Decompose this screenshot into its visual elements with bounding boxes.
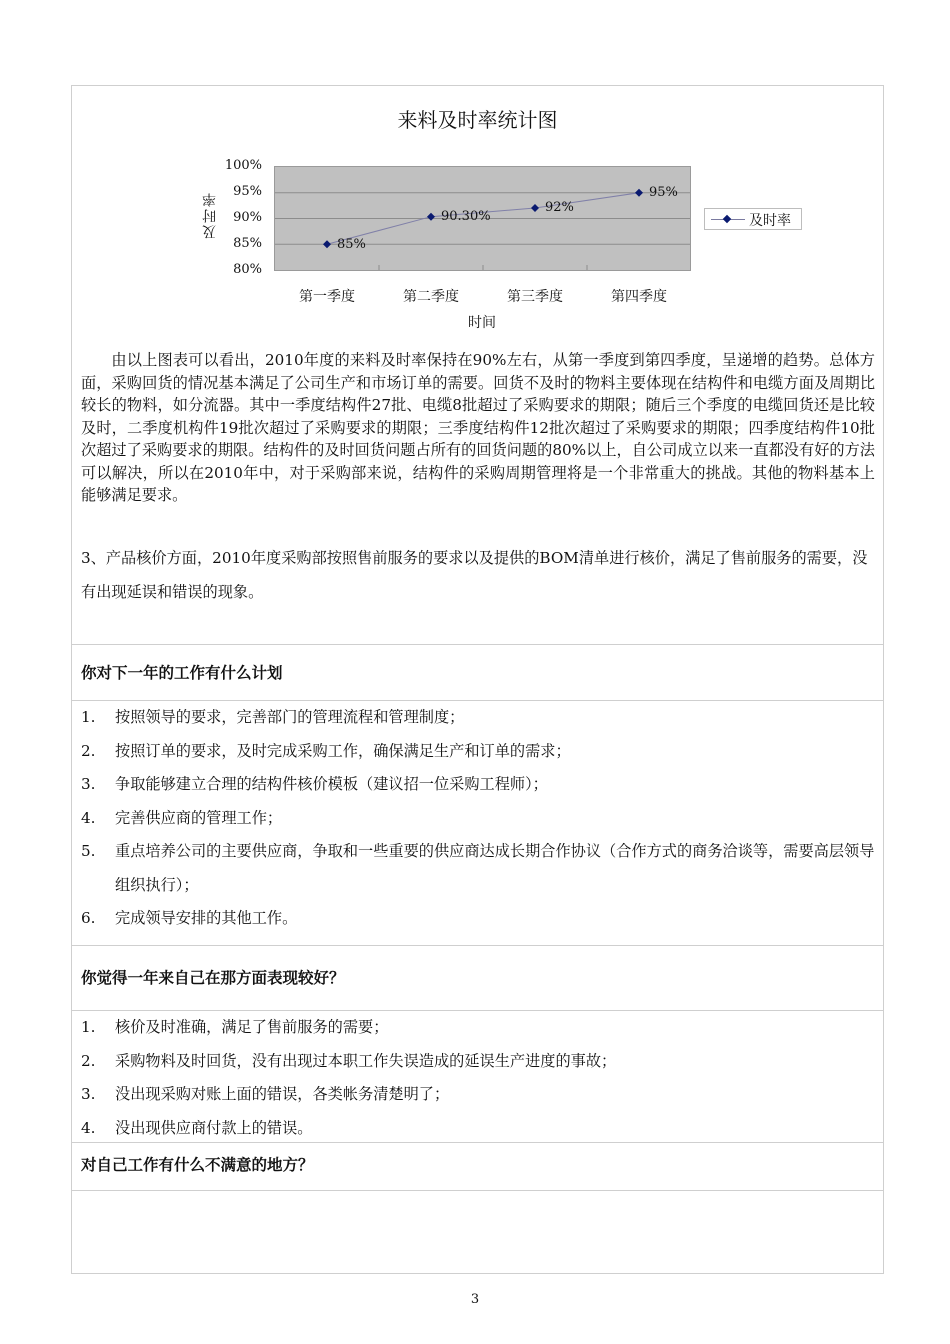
list-item: 6. 完成领导安排的其他工作。 (81, 909, 298, 927)
section-heading-row (72, 645, 883, 701)
plan-list (81, 701, 875, 936)
empty-answer-cell[interactable] (72, 1191, 883, 1273)
y-tick: 100% (224, 158, 262, 173)
y-tick: 90% (233, 210, 262, 225)
list-item: 5. 重点培养公司的主要供应商，争取和一些重要的供应商达成长期合作协议（合作方式的商务洽谈等，需要高层领导组织执行）； (81, 842, 875, 894)
chart-plot-area (274, 166, 691, 271)
section-heading-plan: 你对下一年的工作有什么计划 (81, 664, 283, 682)
x-tick: 第一季度 (299, 289, 355, 305)
pricing-paragraph: 3、产品核价方面，2010年度采购部按照售前服务的要求以及提供的BOM清单进行核价，满足了售前服务的需要，没有出现延误和错误的现象。 (81, 549, 868, 601)
y-tick: 95% (233, 184, 262, 199)
document-table (71, 85, 884, 1274)
section-heading-row (72, 946, 883, 1011)
data-label: 90.30% (441, 209, 491, 224)
section-heading-strengths: 你觉得一年来自己在那方面表现较好？ (81, 969, 345, 987)
list-item: 2. 采购物料及时回货，没有出现过本职工作失误造成的延误生产进度的事故； (81, 1051, 617, 1070)
chart-y-axis-label: 及时率 (202, 191, 218, 239)
section-content-row (72, 701, 883, 946)
list-item: 1. 按照领导的要求，完善部门的管理流程和管理制度； (81, 708, 465, 726)
data-label: 95% (649, 185, 678, 200)
list-item: 4. 完善供应商的管理工作； (81, 808, 283, 827)
data-label: 85% (337, 237, 366, 252)
page-number: 3 (470, 1292, 480, 1307)
chart-and-analysis-cell (72, 86, 883, 645)
section-heading-row (72, 1143, 883, 1191)
diamond-marker-icon (723, 215, 731, 223)
y-tick: 80% (233, 262, 262, 277)
chart-legend (704, 208, 802, 230)
strengths-list (81, 1011, 875, 1145)
x-tick: 第二季度 (403, 289, 459, 305)
list-item: 3. 争取能够建立合理的结构件核价模板（建议招一位采购工程师）； (81, 775, 548, 793)
y-tick: 85% (233, 236, 262, 251)
list-item: 3. 没出现采购对账上面的错误，各类帐务清楚明了； (81, 1085, 450, 1103)
list-item: 2. 按照订单的要求，及时完成采购工作，确保满足生产和订单的需求； (81, 741, 571, 760)
legend-label: 及时率 (749, 213, 791, 229)
data-label: 92% (545, 200, 574, 215)
section-content-row (72, 1011, 883, 1143)
x-tick: 第三季度 (507, 289, 563, 305)
section-heading-dissatisfaction: 对自己工作有什么不满意的地方？ (81, 1156, 314, 1174)
chart-x-axis-label: 时间 (468, 315, 496, 331)
chart-title: 来料及时率统计图 (397, 108, 558, 132)
analysis-paragraph: 由以上图表可以看出，2010年度的来料及时率保持在90%左右，从第一季度到第四季度，呈递增的趋势。总体方面，采购回货的情况基本满足了公司生产和市场订单的需要。回货不及时的物料主要体现在结构件和电缆方面及周期比较长的物料，如分流器。其中一季度结构件27批、电缆8批超过了采购要求的期限；随后三个季度的电缆回货还是比较及时，二季度机构件19批次超过了采购要求的期限；三季度结构件12批次超过了采购要求的期限；四季度结构件10批次超过了采购要求的期限。结构件的及时回货问题占所有的回货问题的80%以上，自公司成立以来一直都没有好的方法可以解决，所以在2010年中，对于采购部来说，结构件的采购周期管理将是一个非常重大的挑战。其他的物料基本上能够满足要求。 (81, 351, 875, 504)
x-tick: 第四季度 (611, 289, 667, 305)
list-item: 4. 没出现供应商付款上的错误。 (81, 1118, 313, 1137)
list-item: 1. 核价及时准确，满足了售前服务的需要； (81, 1018, 389, 1036)
